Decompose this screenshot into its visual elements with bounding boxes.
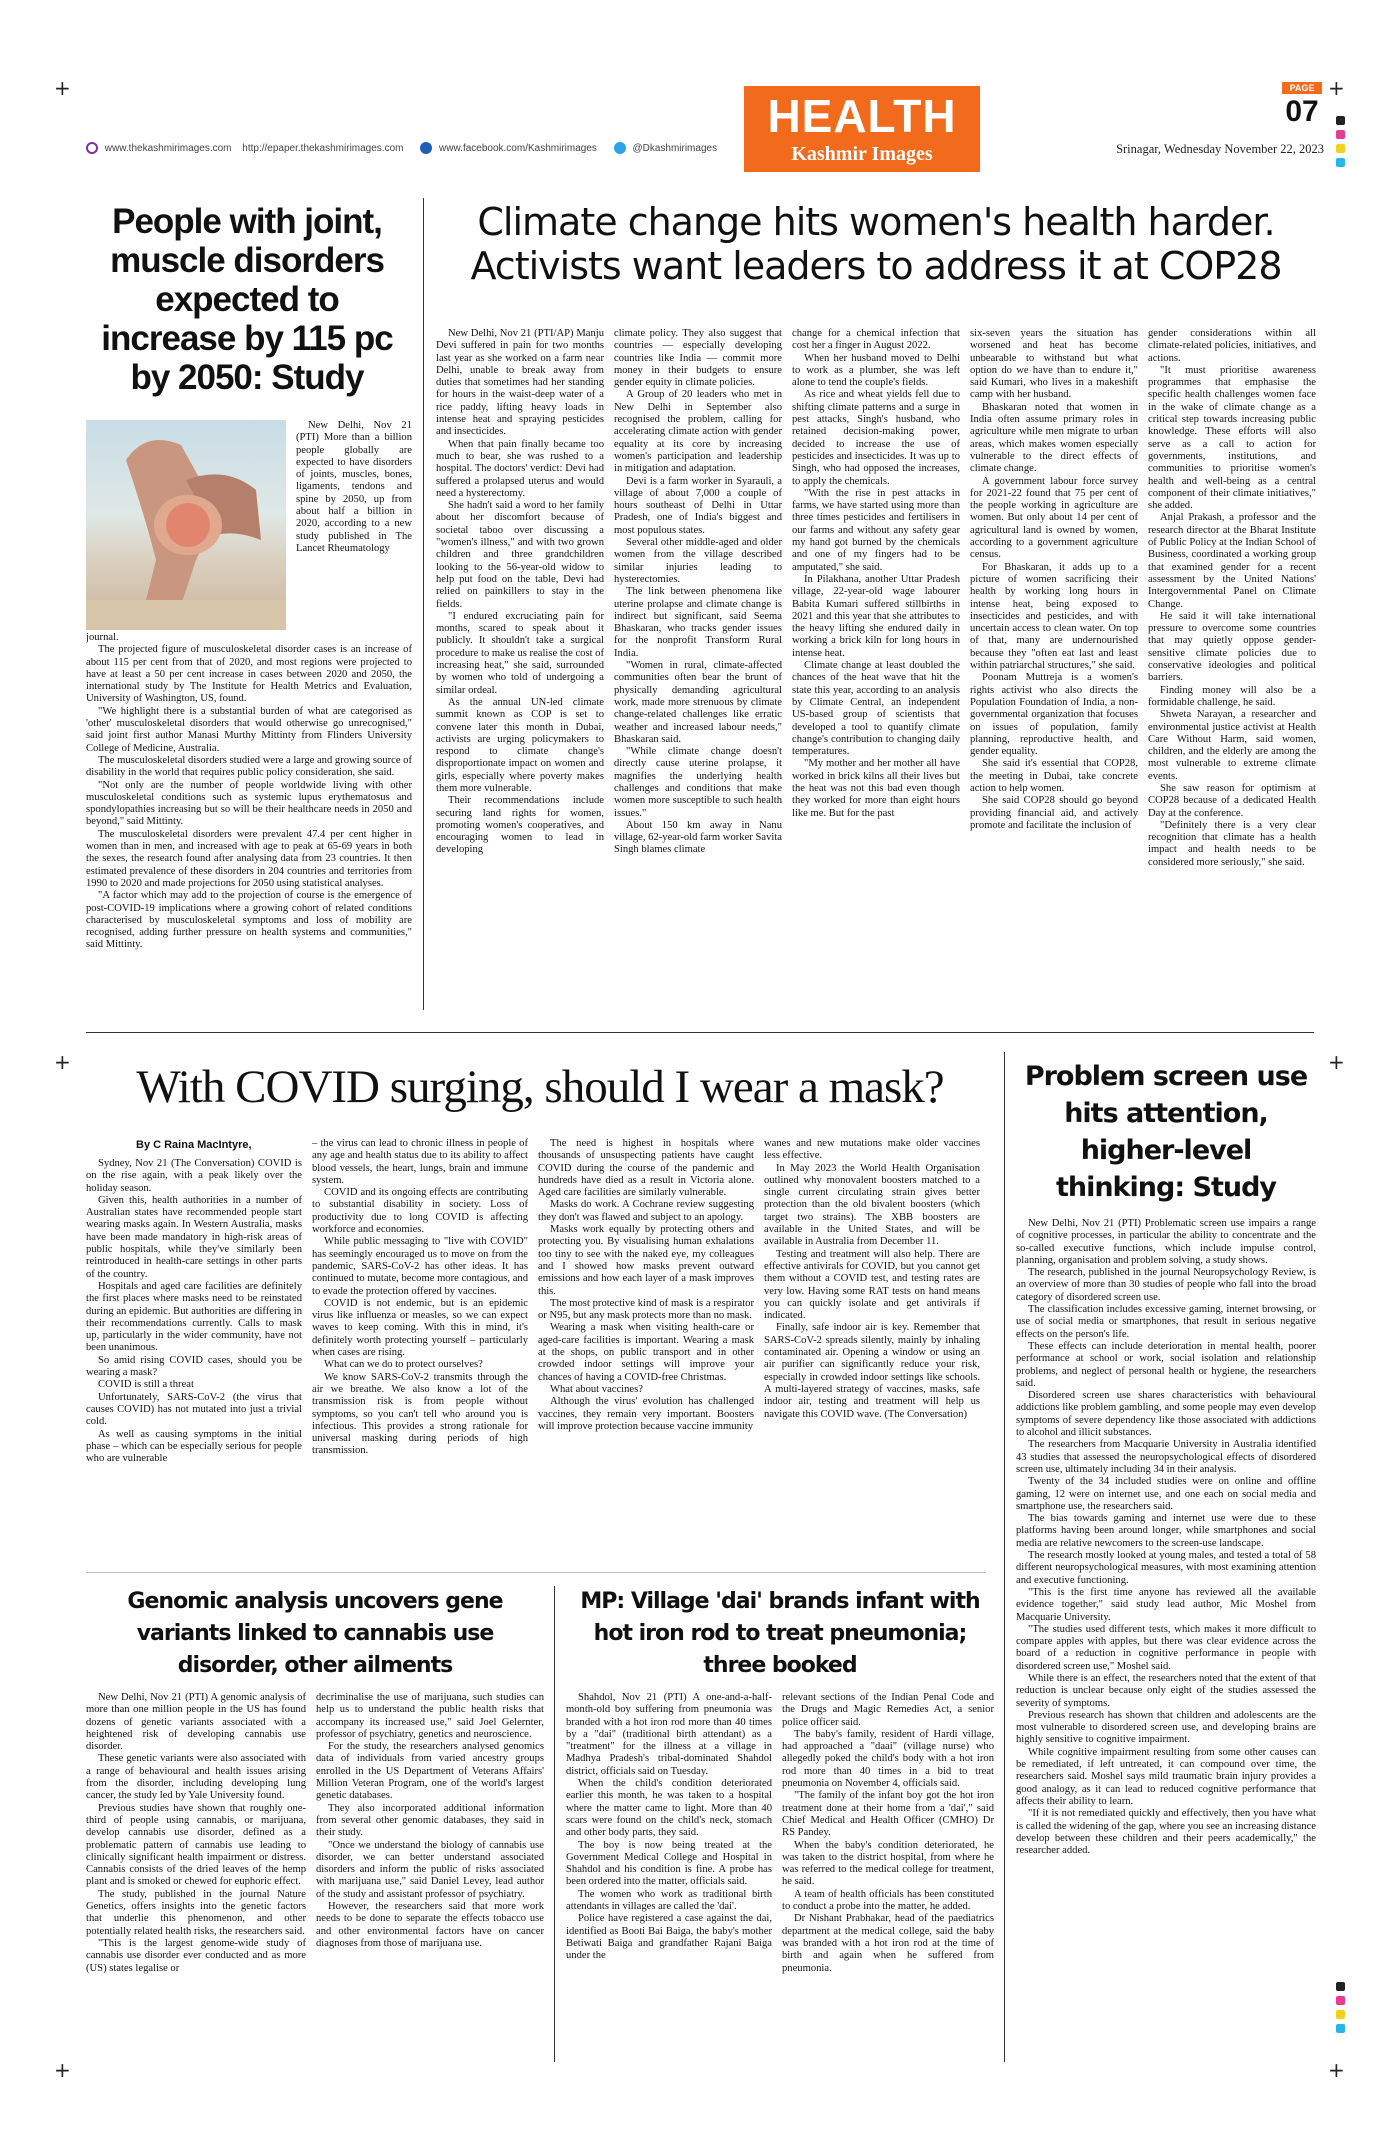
article-headline: MP: Village 'dai' brands infant with hot iron rod to treat pneumonia; three booked bbox=[580, 1589, 980, 1678]
knee-pain-image bbox=[86, 420, 286, 630]
paragraph: six-seven years the situation has worsened and heat has become unbearable to withstand but what option do we have than to endure it," said Kumari, who lives in a makeshift camp with her husband. bbox=[970, 328, 1138, 401]
paragraph: Wearing a mask when visiting health-care or aged-care facilities is important. Wearing a mask at the shops, on public transport and in other crowded indoor settings will improve your chances of having a COVID-free Christmas. bbox=[538, 1322, 754, 1383]
paragraph: So amid rising COVID cases, should you be wearing a mask? bbox=[86, 1354, 302, 1379]
page-label: PAGE bbox=[1282, 82, 1322, 94]
paragraph: COVID is not endemic, but is an epidemic virus like influenza or measles, so we can expect waves to keep coming. With this in mind, it's definitely worth protecting yourself – particularly when cases are rising. bbox=[312, 1297, 528, 1359]
color-swatch bbox=[1336, 144, 1345, 153]
article-body bbox=[86, 632, 412, 998]
paragraph: Masks work equally by protecting others and protecting you. By visualising human exhalations too tiny to see with the naked eye, my colleagues and I showed how masks prevent outward emissions and how each layer of a mask improves this. bbox=[538, 1224, 754, 1297]
paragraph: She said COP28 should go beyond providing financial aid, and actively promote and facilitate the inclusion of bbox=[970, 795, 1138, 831]
paragraph: climate policy. They also suggest that countries — especially developing countries like India — commit more money in their budgets to ensure gender equity in climate policies. bbox=[614, 328, 782, 389]
paragraph: The link between phenomena like uterine prolapse and climate change is indirect but significant, said Seema Bhaskaran, who tracks gender issues for the nonprofit Transform Rural India. bbox=[614, 586, 782, 659]
paragraph: Finding money will also be a formidable challenge, he said. bbox=[1148, 684, 1316, 708]
article-intro bbox=[296, 420, 412, 628]
facebook-link[interactable]: www.facebook.com/Kashmirimages bbox=[439, 142, 597, 154]
paragraph: The classification includes excessive gaming, internet browsing, or use of social media or smartphones, that result in serious negative effects on the person's life. bbox=[1016, 1304, 1316, 1340]
epaper-link[interactable]: http://epaper.thekashmirimages.com bbox=[242, 142, 404, 154]
paragraph: relevant sections of the Indian Penal Code and the Drugs and Magic Remedies Act, a senior police officer said. bbox=[782, 1692, 994, 1728]
paragraph: "While climate change doesn't directly cause uterine prolapse, it magnifies the underlying health challenges and conditions that make women more susceptible to such health issues." bbox=[614, 746, 782, 819]
registration-mark: + bbox=[54, 76, 71, 100]
registration-mark: + bbox=[1328, 2058, 1345, 2082]
section-banner bbox=[744, 86, 980, 172]
paragraph: Bhaskaran noted that women in India often assume primary roles in agriculture while men migrate to urban areas, which makes women especially vulnerable to the direct effects of climate change. bbox=[970, 401, 1138, 475]
paragraph: As the annual UN-led climate summit known as COP is set to convene later this month in Dubai, activists are urging policymakers to respond to climate change's disproportionate impact on women and girls, especially where poverty makes them more vulnerable. bbox=[436, 696, 604, 794]
paragraph: New Delhi, Nov 21 (PTI) A genomic analysis of more than one million people in the US has found dozens of genetic variants associated with a heightened risk of developing cannabis use disorder. bbox=[86, 1692, 306, 1753]
article-photo bbox=[86, 420, 286, 630]
paragraph: The need is highest in hospitals where thousands of unsuspecting patients have caught COVID during the course of the pandemic and hundreds have died as a result in Victoria alone. Aged care facilities are similarly vulnerable. bbox=[538, 1138, 754, 1199]
paragraph: Hospitals and aged care facilities are definitely the first places where masks need to be reinstated during an epidemic. But authorities are differing in their recommendations currently. Calls to mask up, particularly in the wider community, have not been unanimous. bbox=[86, 1280, 302, 1354]
paragraph: The study, published in the journal Nature Genetics, offers insights into the genetic factors that underlie this phenomenon, and other potentially related health risks, the researchers said. bbox=[86, 1888, 306, 1937]
byline: By C Raina MacIntyre, bbox=[136, 1139, 252, 1151]
paragraph: New Delhi, Nov 21 (PTI/AP) Manju Devi suffered in pain for two months last year as she worked on a farm near Delhi, unable to break away from duties that sometimes had her standing for hours in the waist-deep water of a rice paddy, lifting heavy loads in intense heat and spraying pesticides and insecticides. bbox=[436, 328, 604, 438]
article-column bbox=[86, 1692, 306, 2062]
paragraph: When her husband moved to Delhi to work as a plumber, she was left alone to tend the couple's fields. bbox=[792, 352, 960, 389]
paragraph: "Definitely there is a very clear recognition that climate has a health impact and health needs to be considered more seriously," she said. bbox=[1148, 819, 1316, 868]
color-swatch bbox=[1336, 158, 1345, 167]
paragraph: COVID and its ongoing effects are contributing to substantial disability in society. Loss of productivity due to long COVID is affecting workforce and economies. bbox=[312, 1187, 528, 1236]
paragraph: The research mostly looked at young males, and tested a total of 58 different neuropsychological measures, with most examining attention and executive functioning. bbox=[1016, 1550, 1316, 1586]
paragraph: The boy is now being treated at the Government Medical College and Hospital in Shahdol and his condition is fine. A probe has been ordered into the matter, officials said. bbox=[566, 1839, 772, 1888]
article-column bbox=[792, 328, 960, 1004]
paragraph: Devi is a farm worker in Syarauli, a village of about 7,000 a couple of hours southeast of Delhi in Uttar Pradesh, one of India's biggest and most populous states. bbox=[614, 475, 782, 536]
facebook-icon bbox=[420, 142, 432, 154]
paragraph: Poonam Muttreja is a women's rights activist who also directs the Population Foundation of India, a non-governmental organization that focuses on issues of population, family planning, reproductive health, and gender equality. bbox=[970, 672, 1138, 758]
article-column bbox=[614, 328, 782, 1004]
section-title: HEALTH bbox=[767, 90, 957, 142]
paragraph: She hadn't said a word to her family about her discomfort because of societal taboo over discussing a "women's illness," and with two grown children and three grandchildren looking to the 56-year-old widow to help put food on the table, Devi had relied on painkillers to stay in the fields. bbox=[436, 500, 604, 610]
paragraph: We know SARS-CoV-2 transmits through the air we breathe. We also know a lot of the transmission risk is from people without symptoms, so you can't tell who around you is infectious. This provides a strong rationale for universal masking during periods of high transmission. bbox=[312, 1371, 528, 1457]
paragraph: decriminalise the use of marijuana, such studies can help us to understand the public health risks that accompany its increased use," said Joel Gelernter, professor of psychiatry, genetics and neuroscience. bbox=[316, 1692, 544, 1740]
paragraph: Given this, health authorities in a number of Australian states have recommended people start wearing masks again. In Western Australia, masks have been made mandatory in high-risk areas of public hospitals, while they've similarly been reintroduced in health-care settings in other parts of the country. bbox=[86, 1194, 302, 1280]
paragraph: "A factor which may add to the projection of course is the emergence of post-COVID-19 implications where a growing cohort of related conditions characterised by musculoskeletal symptoms and loss of mobility are recognised, adding further pressure on health systems and communities," said Mittinty. bbox=[86, 890, 412, 951]
paragraph: They also incorporated additional information from several other genomic databases, they said in their study. bbox=[316, 1802, 544, 1839]
column-rule bbox=[1004, 1052, 1005, 2062]
paragraph: When the child's condition deteriorated earlier this month, he was taken to a hospital where the matter came to light. More than 40 scars were found on the child's neck, stomach and other body parts, they said. bbox=[566, 1778, 772, 1839]
color-swatch bbox=[1336, 116, 1345, 125]
article-column bbox=[312, 1138, 528, 1558]
issue-date: Srinagar, Wednesday November 22, 2023 bbox=[1116, 142, 1324, 156]
paragraph: Masks do work. A Cochrane review suggesting they don't was flawed and subject to an apology. bbox=[538, 1199, 754, 1223]
article-headline: Problem screen use hits attention, higher-level thinking: Study bbox=[1024, 1061, 1308, 1203]
paragraph: In Pilakhana, another Uttar Pradesh village, 22-year-old wage labourer Babita Kumari suffered stillbirths in 2021 and this year that she attributes to the heavy lifting she endured daily in working a brick kiln for long hours in intense heat. bbox=[792, 573, 960, 659]
paragraph: For the study, the researchers analysed genomics data of individuals from varied ancestry groups enrolled in the US Department of Veterans Affairs' Million Veteran Program, one of the world's largest genetic databases. bbox=[316, 1741, 544, 1802]
paragraph: In May 2023 the World Health Organisation outlined why monovalent boosters matched to a single current circulating strain gives better protection than the old bivalent boosters (which target two strains). The XBB boosters are available in the United States, and will be available in Australia from December 11. bbox=[764, 1162, 980, 1248]
paragraph: "With the rise in pest attacks in farms, we have started using more than three times pesticides and fertilisers in our farms and without any safety gear my hand got burned by the chemicals and one of my fingers had to be amputated," she said. bbox=[792, 487, 960, 573]
paragraph: change for a chemical infection that cost her a finger in August 2022. bbox=[792, 328, 960, 352]
paragraph: Disordered screen use shares characteristics with behavioural addictions like problem gambling, and some people may even develop symptoms of severe dependency like those associated with addictions to alcohol and illicit substances. bbox=[1016, 1390, 1316, 1439]
paragraph: The musculoskeletal disorders were prevalent 47.4 per cent higher in women than in men, and increased with age to peak at 65-69 years in both the sexes, the research found after analysing data from 23 countries. It then estimated prevalence of these disorders in 204 countries and territories from 1990 to 2020 and made projections for 2050 using statistical analyses. bbox=[86, 828, 412, 889]
article-column bbox=[538, 1138, 754, 1558]
paragraph: For Bhaskaran, it adds up to a picture of women sacrificing their health by working long hours in intense heat, being exposed to insecticides and pesticides, and with uncertain access to clean water. On top of that, many are undernourished because they "often eat last and least within patriarchal structures," she said. bbox=[970, 561, 1138, 672]
paragraph: New Delhi, Nov 21 (PTI) More than a billion people globally are expected to have disorders of joints, muscles, bones, ligaments, tendons and spine by 2050, up from about half a billion in 2020, according to a new study published in The Lancet Rheumatology bbox=[296, 420, 412, 554]
paragraph: "The studies used different tests, which makes it more difficult to compare apples with apples, but there was clear evidence across the board of a reduction in cognitive performance in people with disordered screen use," Moshel said. bbox=[1016, 1623, 1316, 1672]
paragraph: Their recommendations include securing land rights for women, promoting women's cooperatives, and encouraging women to lead in developing bbox=[436, 795, 604, 856]
paragraph: About 150 km away in Nanu village, 62-year-old farm worker Savita Singh blames climate bbox=[614, 819, 782, 856]
paragraph: However, the researchers said that more work needs to be done to separate the effects tobacco use and other environmental factors have on cancer diagnoses from those of marijuana use. bbox=[316, 1901, 544, 1949]
color-swatch bbox=[1336, 1982, 1345, 1991]
article-headline: Climate change hits women's health harder. Activists want leaders to address it at COP28 bbox=[470, 200, 1282, 288]
paragraph: The researchers from Macquarie University in Australia identified 43 studies that assessed the neuropsychological effects of disordered screen use, ultimately including 34 in their analysis. bbox=[1016, 1439, 1316, 1475]
paragraph: "My mother and her mother all have worked in brick kilns all their lives but the heat was not this bad even though they worked for more than eight hours like me. But for the past bbox=[792, 758, 960, 819]
section-rule bbox=[86, 1572, 986, 1573]
paragraph: Dr Nishant Prabhakar, head of the paediatrics department at the medical college, said the baby was branded with a hot iron rod at the time of birth and again when he suffered from pneumonia. bbox=[782, 1913, 994, 1974]
registration-mark: + bbox=[54, 1050, 71, 1074]
paragraph: gender considerations within all climate-related policies, initiatives, and actions. bbox=[1148, 328, 1316, 364]
globe-icon bbox=[86, 142, 98, 154]
paragraph: As well as causing symptoms in the initial phase – which can be especially serious for people who are vulnerable bbox=[86, 1428, 302, 1465]
article-column bbox=[436, 328, 604, 1004]
paragraph: He said it will take international pressure to overcome some countries that may quietly oppose gender-sensitive climate policies due to conservative ideologies and political barriers. bbox=[1148, 610, 1316, 684]
column-rule bbox=[423, 198, 424, 1010]
article-column bbox=[86, 1158, 302, 1558]
paragraph: Several other middle-aged and older women from the village described similar injuries leading to hysterectomies. bbox=[614, 537, 782, 585]
article-column bbox=[782, 1692, 994, 2062]
paragraph: These effects can include deterioration in mental health, poorer performance at school or work, social isolation and relationship problems, and neglect of personal health or hygiene, the researchers said. bbox=[1016, 1340, 1316, 1389]
paragraph: Twenty of the 34 included studies were on online and offline gaming, 12 were on internet use, and one each on social media and smartphone use, the researchers said. bbox=[1016, 1476, 1316, 1512]
color-swatch bbox=[1336, 130, 1345, 139]
twitter-link[interactable]: @Dkashmirimages bbox=[632, 142, 718, 154]
article-column bbox=[566, 1692, 772, 2062]
paragraph: "Once we understand the biology of cannabis use disorder, we can better understand associated disorders and inform the public of risks associated with marijuana use," said Daniel Levey, lead author of the study and assistant professor of psychiatry. bbox=[316, 1839, 544, 1900]
paragraph: Sydney, Nov 21 (The Conversation) COVID is on the rise again, with a peak likely over the holiday season. bbox=[86, 1158, 302, 1194]
paragraph: New Delhi, Nov 21 (PTI) Problematic screen use impairs a range of cognitive processes, in particular the ability to concentrate and the so-called executive functions, which include impulse control, planning, organisation and problem solving, a study shows. bbox=[1016, 1218, 1316, 1266]
paragraph: Climate change at least doubled the chances of the heat wave that hit the state this year, according to an analysis by Climate Central, an independent US-based group of scientists that developed a tool to quantify climate change's contribution to changing daily temperatures. bbox=[792, 660, 960, 758]
paragraph: The baby's family, resident of Hardi village, had approached a "daai" (village nurse) who allegedly poked the child's body with a hot iron rod more than 40 times in a bid to treat pneumonia on November 4, officials said. bbox=[782, 1728, 994, 1790]
paragraph: "We highlight there is a substantial burden of what are categorised as 'other' musculoskeletal disorders that would otherwise go unrecognised," said joint first author Manasi Murthy Mittinty from Flinders University College of Medicine, Australia. bbox=[86, 705, 412, 754]
article-column bbox=[764, 1138, 980, 1558]
paragraph: When the baby's condition deteriorated, he was taken to the district hospital, from where he was referred to the medical college for treatment, he said. bbox=[782, 1839, 994, 1888]
paragraph: Shahdol, Nov 21 (PTI) A one-and-a-half-month-old boy suffering from pneumonia was branded with a hot iron rod more than 40 times by a "dai" (traditional birth attendant) as a "treatment" for the illness at a village in Madhya Pradesh's tribal-dominated Shahdol district, officials said on Tuesday. bbox=[566, 1692, 772, 1777]
page-number: 07 bbox=[1285, 95, 1319, 128]
paragraph: When that pain finally became too much to bear, she was rushed to a hospital. The doctors' verdict: Devi had suffered a prolapsed uterus and would need a hysterectomy. bbox=[436, 438, 604, 499]
color-swatch bbox=[1336, 2010, 1345, 2019]
article-headline: Genomic analysis uncovers gene variants linked to cannabis use disorder, other ailments bbox=[127, 1589, 503, 1678]
twitter-icon bbox=[614, 142, 626, 154]
paragraph: The bias towards gaming and internet use were due to these platforms having been around longer, while smartphones and social media are relative newcomers to the screen-use landscape. bbox=[1016, 1513, 1316, 1549]
link-bar bbox=[86, 142, 746, 158]
paragraph: Unfortunately, SARS-CoV-2 (the virus that causes COVID) has not mutated into just a trivial cold. bbox=[86, 1391, 302, 1428]
paragraph: Police have registered a case against the dai, identified as Booti Bai Baiga, the baby's mother Betiwati Baiga and grandfather Rajani Baiga under the bbox=[566, 1913, 772, 1962]
paragraph: While public messaging to "live with COVID" has seemingly encouraged us to move on from the pandemic, SARS-CoV-2 has other ideas. It has continued to mutate, become more contagious, and to evade the protection offered by vaccines. bbox=[312, 1236, 528, 1297]
paragraph: Previous studies have shown that roughly one-third of people using cannabis, or marijuana, develop cannabis use disorder, defined as a problematic pattern of cannabis use leading to clinically significant health impairment or distress. Cannabis consists of the dried leaves of the hemp plant and is smoked or chewed for euphoric effect. bbox=[86, 1802, 306, 1888]
paragraph: A government labour force survey for 2021-22 found that 75 per cent of the people working in agriculture are women. But only about 14 per cent of agricultural land is owned by women, according to a government agriculture census. bbox=[970, 475, 1138, 561]
paragraph: These genetic variants were also associated with a range of behavioural and health issues arising from the disorder, including developing lung cancer, the study led by Yale University found. bbox=[86, 1753, 306, 1802]
registration-mark: + bbox=[54, 2058, 71, 2082]
paragraph: "I endured excruciating pain for months, scared to speak about it publicly. It shouldn't take a surgical procedure to make us realise the cost of increasing heat," she said, surrounded by women who told of undergoing a similar ordeal. bbox=[436, 610, 604, 696]
paragraph: Testing and treatment will also help. There are effective antivirals for COVID, but you cannot get them without a COVID test, and testing rates are very low. Having some RAT tests on hand means you can quickly isolate and get antivirals if indicated. bbox=[764, 1248, 980, 1322]
paragraph: Although the virus' evolution has challenged vaccines, they remain very important. Boosters will improve protection because vaccine immunity bbox=[538, 1396, 754, 1432]
website-link[interactable]: www.thekashmirimages.com bbox=[104, 142, 232, 154]
column-rule bbox=[554, 1586, 555, 2062]
registration-mark: + bbox=[1328, 76, 1345, 100]
section-rule bbox=[86, 1032, 1314, 1033]
paragraph: A team of health officials has been constituted to conduct a probe into the matter, he added. bbox=[782, 1888, 994, 1913]
paragraph: She said it's essential that COP28, the meeting in Dubai, take concrete action to help women. bbox=[970, 758, 1138, 794]
article-body bbox=[1016, 1218, 1316, 2062]
paragraph: The musculoskeletal disorders studied were a large and growing source of disability in the world that requires public policy consideration, she said. bbox=[86, 754, 412, 779]
article-column bbox=[970, 328, 1138, 1004]
paragraph: A Group of 20 leaders who met in New Delhi in September also recognised the problem, calling for accelerating climate action with gender equality at its core by increasing women's participation and leadership in mitigation and adaptation. bbox=[614, 389, 782, 475]
paragraph: The women who work as traditional birth attendants in villages are called the 'dai'. bbox=[566, 1888, 772, 1913]
color-swatch bbox=[1336, 1996, 1345, 2005]
paragraph: While cognitive impairment resulting from some other causes can be remediated, if left untreated, it can compound over time, the researchers said. Moshel says mild traumatic brain injury provides a good analogy, as it can lead to reduced cognitive performance that affects their ability to learn. bbox=[1016, 1746, 1316, 1807]
paragraph: As rice and wheat yields fell due to shifting climate patterns and a surge in pest attacks, Singh's husband, who retained decision-making power, decided to increase the use of pesticides and insecticides. It was up to Singh, who had opposed the increases, to apply the chemicals. bbox=[792, 389, 960, 487]
article-column bbox=[1148, 328, 1316, 1004]
paragraph: "Not only are the number of people worldwide living with other musculoskeletal conditions such as systemic lupus erythematosus and spondylopathies increasing but so will be their healthcare needs in 2050 and beyond," said Mittinty. bbox=[86, 779, 412, 828]
paragraph: "The family of the infant boy got the hot iron treatment done at their home from a 'dai'," said Chief Medical and Health Officer (CMHO) Dr RS Pandey. bbox=[782, 1790, 994, 1839]
paragraph: "It must prioritise awareness programmes that emphasise the specific health challenges women face in the wake of climate change as a critical step towards increasing public knowledge. These efforts will also serve as a call to action for governments, institutions, and communities to prioritise women's health and well-being as a central component of their climate initiatives," she added. bbox=[1148, 364, 1316, 512]
paragraph: – the virus can lead to chronic illness in people of any age and health status due to its ability to affect blood vessels, the heart, lungs, brain and immune system. bbox=[312, 1138, 528, 1186]
paragraph: Anjal Prakash, a professor and the research director at the Bharat Institute of Public Policy at the Indian School of Business, coordinated a working group that examined gender for a recent assessment by the United Nations' Intergovernmental Panel on Climate Change. bbox=[1148, 512, 1316, 610]
article-headline: People with joint, muscle disorders expected to increase by 115 pc by 2050: Study bbox=[101, 202, 393, 397]
paragraph: Shweta Narayan, a researcher and environmental justice activist at Health Care Without Harm, said women, children, and the elderly are among the most vulnerable to extreme climate events. bbox=[1148, 709, 1316, 782]
paragraph: What can we do to protect ourselves? bbox=[324, 1359, 483, 1371]
paragraph: The most protective kind of mask is a respirator or N95, but any mask protects more than no mask. bbox=[538, 1297, 754, 1322]
paragraph: The research, published in the journal Neuropsychology Review, is an overview of more than 30 studies of people who fall into the broad category of disordered screen use. bbox=[1016, 1267, 1316, 1303]
registration-mark: + bbox=[1328, 1050, 1345, 1074]
paper-name: Kashmir Images bbox=[791, 143, 933, 165]
article-headline: With COVID surging, should I wear a mask? bbox=[136, 1061, 944, 1113]
paragraph: "If it is not remediated quickly and effectively, then you have what is called the widening of the gap, where you see an increasing distance develop between these children and their peers academically," the researcher added. bbox=[1016, 1808, 1316, 1857]
paragraph: Finally, safe indoor air is key. Remember that SARS-CoV-2 spreads silently, mainly by inhaling contaminated air. Opening a window or using an air purifier can significantly reduce your risk, especially in crowded indoor settings like schools. A multi-layered strategy of vaccines, masks, safe indoor air, testing and treatment will help us navigate this COVID wave. (The Conversation) bbox=[764, 1322, 980, 1420]
paragraph: What about vaccines? bbox=[550, 1383, 643, 1395]
paragraph: "This is the first time anyone has reviewed all the available evidence together," said study lead author, Mic Moshel from Macquarie University. bbox=[1016, 1586, 1316, 1623]
paragraph: Previous research has shown that children and adolescents are the most vulnerable to disordered screen use, and developing brains are highly sensitive to cognitive impairment. bbox=[1016, 1709, 1316, 1746]
paragraph: "Women in rural, climate-affected communities often bear the brunt of physically demanding agricultural work, made more strenuous by climate change-related challenges like erratic weather and increased labour needs," Bhaskaran said. bbox=[614, 660, 782, 745]
paragraph: COVID is still a threat bbox=[98, 1379, 194, 1391]
article-column bbox=[316, 1692, 544, 2062]
paragraph: She saw reason for optimism at COP28 because of a dedicated Health Day at the conference. bbox=[1148, 782, 1316, 819]
color-swatch bbox=[1336, 2024, 1345, 2033]
paragraph: journal. bbox=[86, 632, 119, 643]
paragraph: While there is an effect, the researchers noted that the extent of that reduction is unclear because only eight of the studies assessed the severity of symptoms. bbox=[1016, 1672, 1316, 1709]
paragraph: wanes and new mutations make older vaccines less effective. bbox=[764, 1138, 980, 1162]
paragraph: The projected figure of musculoskeletal disorder cases is an increase of about 115 per cent from that of 2020, and most regions were projected to have at least a 50 per cent increase in cases between 2020 and 2050, the international study by The Institute for Health Metrics and Evaluation, University of Washington, US, found. bbox=[86, 644, 412, 705]
paragraph: "This is the largest genome-wide study of cannabis use disorder ever conducted and as more (US) states legalise or bbox=[86, 1937, 306, 1974]
